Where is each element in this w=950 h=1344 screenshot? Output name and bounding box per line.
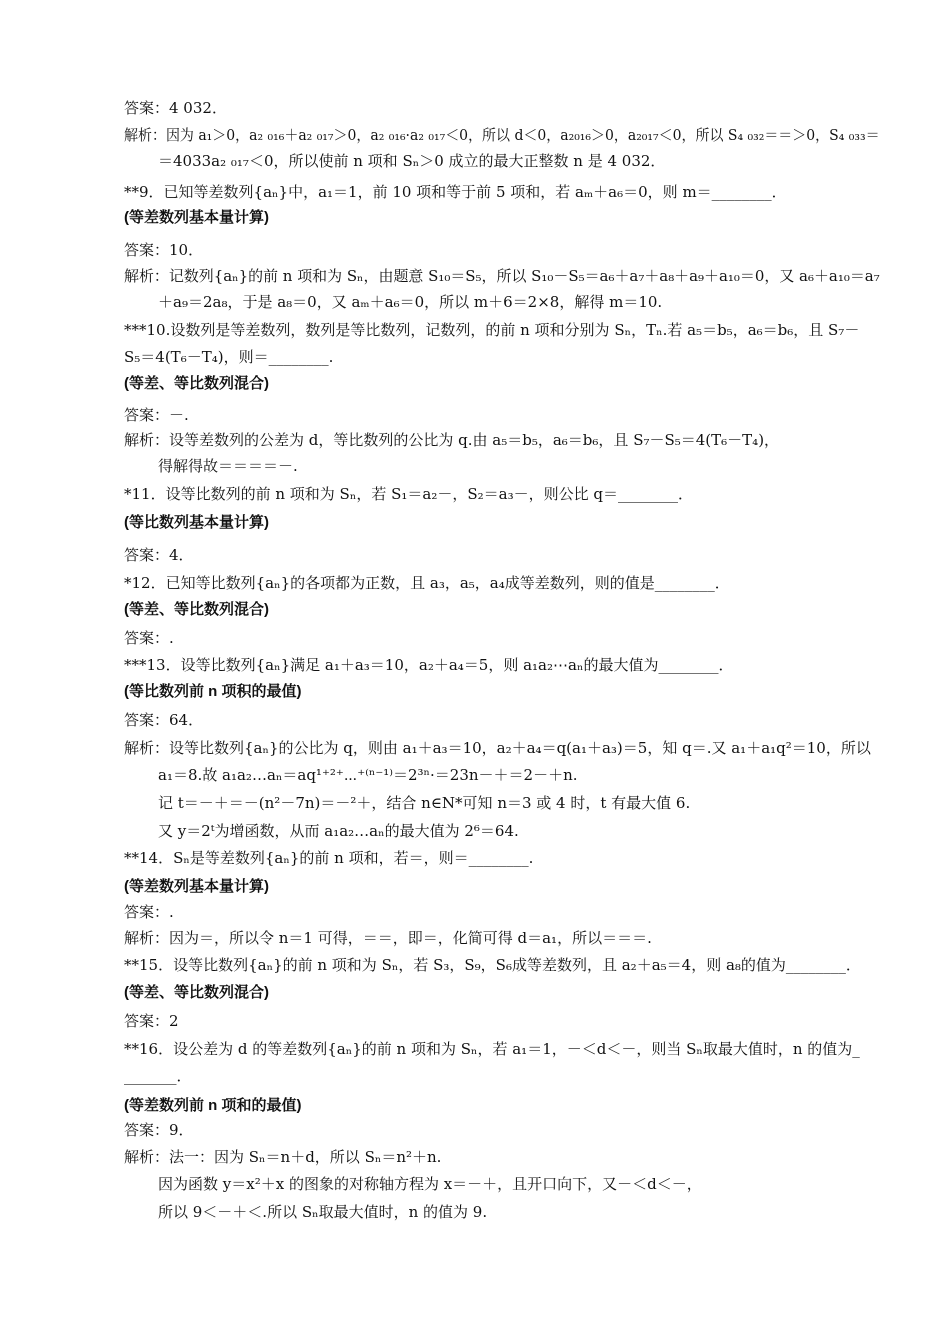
topic-tag: (等差、等比数列混合) (124, 601, 269, 618)
question-10-cont: S₅＝4(T₆－T₄)，则＝________. (124, 348, 334, 366)
answer-line: 答案：10． (124, 241, 204, 259)
question-12: *12．已知等比数列{aₙ}的各项都为正数，且 a₃，a₅，a₄成等差数列，则的值是________． (124, 574, 730, 592)
answer-line: 答案：9． (124, 1121, 194, 1139)
analysis-continuation: a₁＝8.故 a₁a₂…aₙ＝aq¹⁺²⁺⋯⁺⁽ⁿ⁻¹⁾＝2³ⁿ·＝23n－＋＝2－＋n. (158, 766, 578, 784)
answer-line: 答案：－. (124, 406, 189, 424)
question-14: **14．Sₙ是等差数列{aₙ}的前 n 项和，若＝，则＝________. (124, 849, 534, 867)
analysis-continuation: ＋a₉＝2a₈，于是 a₈＝0，又 aₘ＋a₆＝0，所以 m＋6＝2×8，解得 m＝10. (158, 293, 663, 311)
analysis-line: 解析：设等差数列的公差为 d，等比数列的公比为 q.由 a₅＝b₅，a₆＝b₆，且 S₇－S₅＝4(T₆－T₄)， (124, 431, 780, 449)
question-13: ***13．设等比数列{aₙ}满足 a₁＋a₃＝10，a₂＋a₄＝5，则 a₁a₂⋯aₙ的最大值为________． (124, 656, 734, 674)
question-16: **16．设公差为 d 的等差数列{aₙ}的前 n 项和为 Sₙ，若 a₁＝1，－＜d＜－，则当 Sₙ取最大值时，n 的值为_ (124, 1040, 860, 1058)
analysis-line: 解析：设等比数列{aₙ}的公比为 q，则由 a₁＋a₃＝10，a₂＋a₄＝q(a₁＋a₃)＝5，知 q＝.又 a₁＋a₁q²＝10，所以 (124, 739, 871, 757)
question-16-cont: _______． (124, 1067, 192, 1085)
question-9: **9．已知等差数列{aₙ}中，a₁＝1，前 10 项和等于前 5 项和，若 aₘ＋a₆＝0，则 m＝________． (124, 183, 787, 201)
analysis-line: 解析：因为＝，所以令 n＝1 可得，＝＝，即＝，化简可得 d＝a₁，所以＝＝＝. (124, 929, 652, 947)
answer-line: 答案：2 (124, 1012, 179, 1030)
answer-line: 答案：. (124, 629, 174, 647)
topic-tag: (等差数列前 n 项和的最值) (124, 1097, 302, 1114)
question-15: **15．设等比数列{aₙ}的前 n 项和为 Sₙ，若 S₃，S₉，S₆成等差数列，且 a₂＋a₅＝4，则 a₈的值为________． (124, 956, 861, 974)
topic-tag: (等比数列基本量计算) (124, 514, 269, 531)
analysis-line: 解析：法一：因为 Sₙ＝n＋d，所以 Sₙ＝n²＋n. (124, 1148, 442, 1166)
question-10: ***10.设数列是等差数列，数列是等比数列，记数列，的前 n 项和分别为 Sₙ，Tₙ.若 a₅＝b₅，a₆＝b₆，且 S₇－ (124, 321, 860, 339)
topic-tag: (等差、等比数列混合) (124, 375, 269, 392)
analysis-continuation: 又 y＝2ᵗ为增函数，从而 a₁a₂…aₙ的最大值为 2⁶＝64. (158, 822, 519, 840)
answer-line: 答案：64． (124, 711, 204, 729)
topic-tag: (等比数列前 n 项积的最值) (124, 683, 302, 700)
topic-tag: (等差数列基本量计算) (124, 878, 269, 895)
question-11: *11．设等比数列的前 n 项和为 Sₙ，若 S₁＝a₂－，S₂＝a₃－，则公比 q＝________． (124, 485, 693, 503)
answer-line: 答案：4 032． (124, 99, 227, 117)
analysis-continuation: 记 t＝－＋＝－(n²－7n)＝－²＋，结合 n∈N*可知 n＝3 或 4 时，t 有最大值 6. (158, 794, 691, 812)
topic-tag: (等差、等比数列混合) (124, 984, 269, 1001)
topic-tag: (等差数列基本量计算) (124, 209, 269, 226)
answer-line: 答案：. (124, 903, 174, 921)
analysis-continuation: 所以 9＜－＋＜.所以 Sₙ取最大值时，n 的值为 9. (158, 1203, 488, 1221)
analysis-continuation: 得解得故＝＝＝＝－. (158, 457, 298, 475)
answer-line: 答案：4． (124, 546, 194, 564)
analysis-line: 解析：记数列{aₙ}的前 n 项和为 Sₙ，由题意 S₁₀＝S₅，所以 S₁₀－S₅＝a₆＋a₇＋a₈＋a₉＋a₁₀＝0，又 a₆＋a₁₀＝a₇ (124, 267, 880, 285)
analysis-line: 解析：因为 a₁＞0，a₂ ₀₁₆＋a₂ ₀₁₇＞0，a₂ ₀₁₆·a₂ ₀₁₇＜0，所以 d＜0，a₂₀₁₆＞0，a₂₀₁₇＜0，所以 S₄ ₀₃₂＝＝＞0，S₄ ₀₃₃＝ (124, 126, 880, 144)
analysis-continuation: 因为函数 y＝x²＋x 的图象的对称轴方程为 x＝－＋，且开口向下，又－＜d＜－， (158, 1175, 702, 1193)
analysis-continuation: ＝4033a₂ ₀₁₇＜0，所以使前 n 项和 Sₙ＞0 成立的最大正整数 n 是 4 032． (158, 152, 666, 170)
